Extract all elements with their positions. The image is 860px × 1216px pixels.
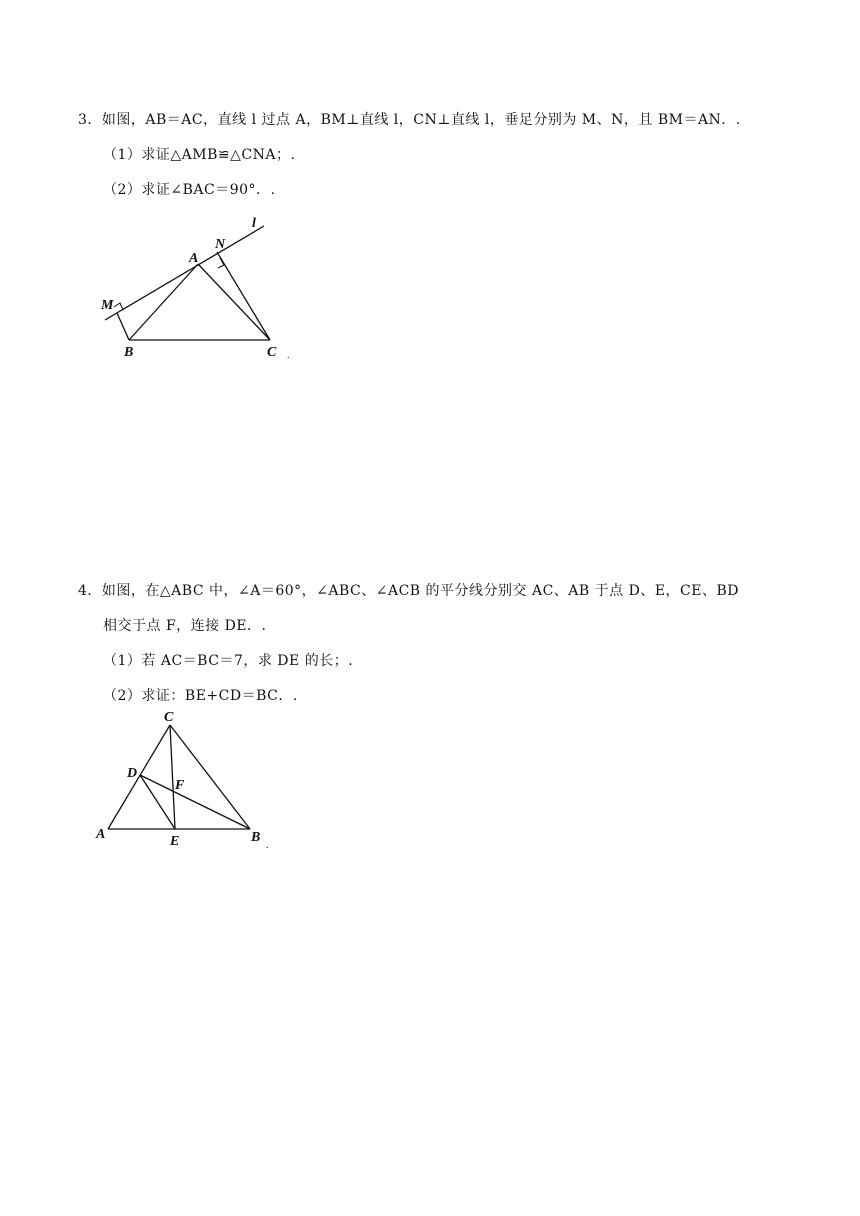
label-l: l bbox=[252, 216, 256, 231]
segment-cn bbox=[217, 252, 270, 340]
problem-4-stem-line-1: 4．如图，在△ABC 中，∠A＝60°，∠ABC、∠ACB 的平分线分别交 AC、AB 于点 D、E，CE、BD bbox=[78, 583, 739, 599]
label-n: N bbox=[215, 237, 226, 252]
segment-bd bbox=[140, 775, 250, 829]
problem-4-part-2: （2）求证：BE+CD＝BC．. bbox=[103, 688, 298, 704]
label-a: A bbox=[189, 251, 199, 266]
problem-4-part-1: （1）若 AC＝BC＝7，求 DE 的长；. bbox=[103, 653, 354, 669]
problem-3-part-2: （2）求证∠BAC＝90°．. bbox=[103, 182, 276, 198]
line-l bbox=[105, 226, 264, 320]
problem-4-figure bbox=[90, 705, 280, 855]
label-b: B bbox=[251, 830, 261, 845]
label-dot: . bbox=[287, 350, 290, 361]
label-m: M bbox=[101, 298, 114, 313]
segment-bm bbox=[117, 313, 129, 340]
label-f: F bbox=[175, 778, 185, 793]
label-d: D bbox=[127, 766, 138, 781]
segment-ac bbox=[108, 725, 170, 829]
problem-3-figure bbox=[95, 210, 295, 365]
label-e: E bbox=[170, 834, 180, 849]
label-b: B bbox=[124, 345, 134, 360]
segment-ab bbox=[129, 264, 198, 340]
problem-3-part-1: （1）求证△AMB≌△CNA；. bbox=[103, 147, 296, 163]
label-c: C bbox=[164, 710, 174, 725]
segment-ac bbox=[198, 264, 270, 340]
problem-4-stem-line-2: 相交于点 F，连接 DE．. bbox=[103, 618, 267, 634]
label-c: C bbox=[267, 345, 277, 360]
label-a: A bbox=[96, 827, 106, 842]
label-dot: . bbox=[266, 840, 269, 851]
segment-ce bbox=[170, 725, 175, 829]
right-angle-mark-n bbox=[218, 258, 224, 268]
problem-3-stem: 3．如图，AB＝AC，直线 l 过点 A，BM⊥直线 l，CN⊥直线 l，垂足分别为 M、N，且 BM＝AN．. bbox=[78, 112, 741, 128]
segment-bc bbox=[170, 725, 250, 829]
right-angle-mark-m bbox=[114, 303, 123, 310]
